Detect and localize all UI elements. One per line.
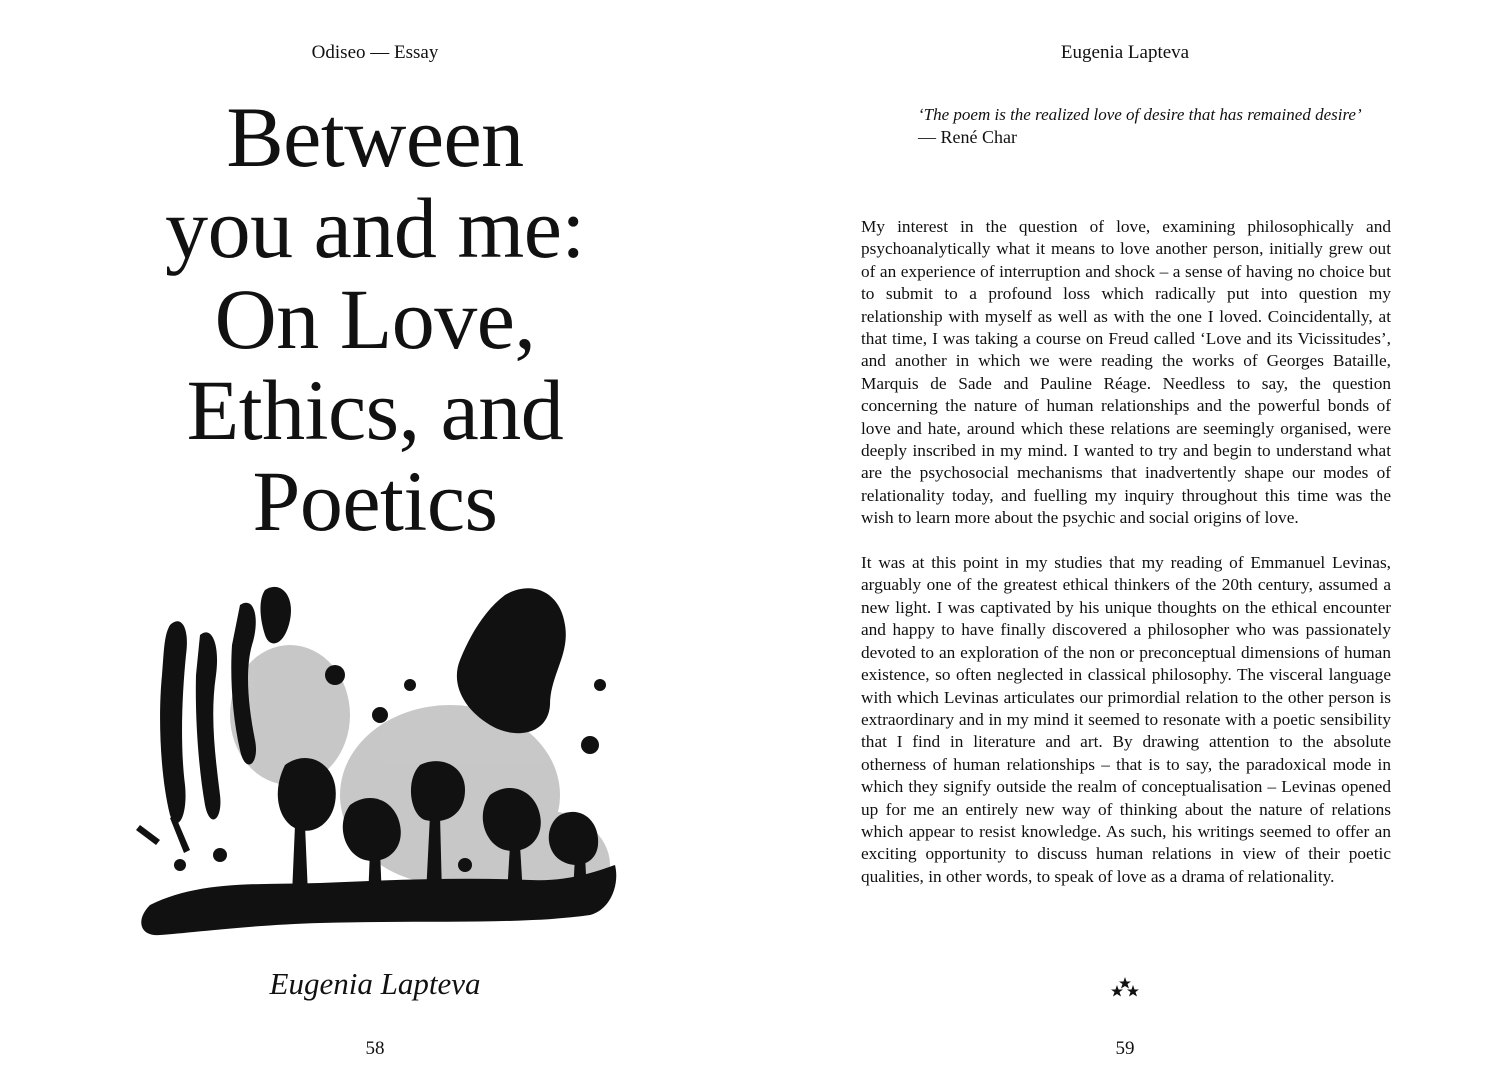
running-head-right: Eugenia Lapteva [1060, 42, 1190, 63]
title-line: Ethics, and [186, 362, 564, 458]
page-number-right: 59 [1115, 1038, 1135, 1059]
title-line: Poetics [252, 453, 498, 549]
epigraph [918, 104, 1438, 148]
title-line: Between [226, 89, 524, 185]
epigraph-attribution: — René Char [918, 127, 1017, 147]
essay-body [861, 216, 1391, 911]
page-number-left: 58 [365, 1038, 385, 1059]
author-name: Eugenia Lapteva [269, 966, 481, 1001]
essay-title [0, 89, 750, 549]
title-line: On Love, [214, 271, 536, 367]
asterism-icon [750, 975, 1500, 999]
running-head-left: Odiseo — Essay [311, 42, 439, 63]
right-page [750, 0, 1500, 1090]
body-paragraph: My interest in the question of love, examining philosophically and psychoanalytically what it means to love another person, initially grew out of an experience of interruption and shock – a sense of having no choice but to submit to a profound loss which radically put into question my relationship with myself as well as with the one I loved. Coincidentally, at that time, I was taking a course on Freud called ‘Love and its Vicissitudes’, and another in which we were reading the works of Georges Bataille, Marquis de Sade and Pauline Réage. Needless to say, the question concerning the nature of human relationships and the powerful bonds of love and hate, around which these relations are seemingly organised, were deeply inscribed in my mind. I wanted to try and begin to understand what are the psychosocial mechanisms that inadvertently shape our modes of relationality today, and fuelling my inquiry throughout this time was the wish to learn more about the psychic and social origins of love. [861, 217, 1391, 528]
ink-painting-illustration [120, 565, 630, 965]
body-paragraph: It was at this point in my studies that my reading of Emmanuel Levinas, arguably one of the greatest ethical thinkers of the 20th century, assumed a new light. I was captivated by his unique thoughts on the ethical encounter and happy to have finally discovered a philosopher who was passionately devoted to an exploration of the non or preconceptual dimensions of human existence, so often neglected in classical philosophy. The visceral language with which Levinas articulates our primordial relation to the other person is extraordinary and in my mind it seemed to resonate with a poetic sensibility that I find in literature and art. By drawing attention to the absolute otherness of human relationships – that is to say, the paradoxical mode in which they signify outside the realm of conceptualisation – Levinas opened up for me an entirely new way of thinking about the nature of relations which appear to resist knowledge. As such, his writings seemed to offer an exciting opportunity to discuss human relations in view of their poetic qualities, in other words, to speak of love as a drama of relationality. [861, 553, 1391, 886]
epigraph-quote: ‘The poem is the realized love of desire that has remained desire’ [918, 105, 1362, 124]
title-line: you and me: [165, 180, 585, 276]
